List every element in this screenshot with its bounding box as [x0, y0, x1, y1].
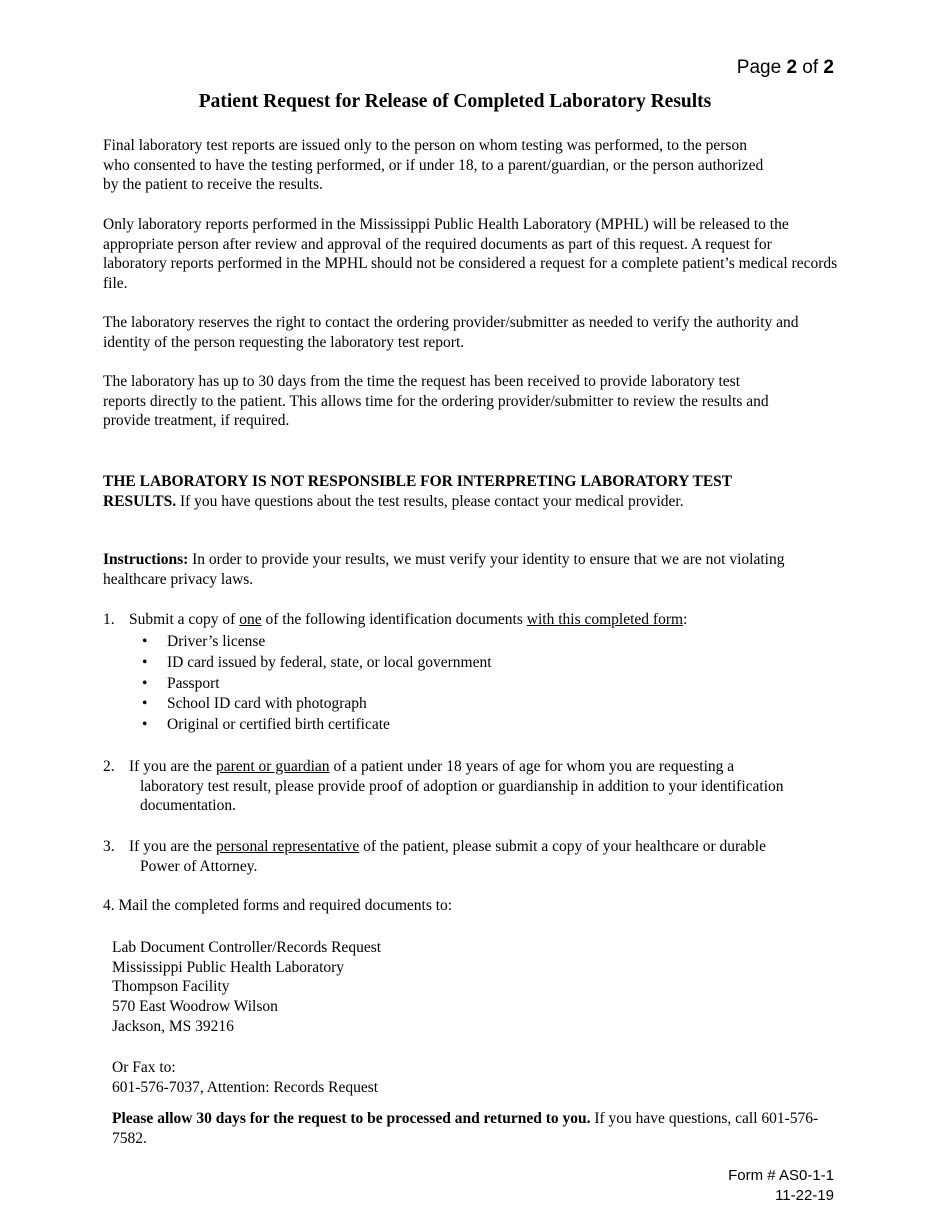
paragraph-verification: The laboratory reserves the right to contact the ordering provider/submitter as needed to verify the authority and identity of the person requesting the laboratory test report. [103, 314, 799, 351]
instructions [103, 550, 838, 589]
list-item [140, 674, 492, 695]
form-date: 11-22-19 [775, 1187, 834, 1204]
list-item-3 [103, 837, 838, 876]
item-1-text-a: Submit a copy of [129, 611, 240, 628]
item-3-number: 3. [103, 838, 115, 855]
instructions-label: Instructions: [103, 551, 189, 568]
paragraph-mphl-release: Only laboratory reports performed in the Mississippi Public Health Laboratory (MPHL) will be released to the appropriate person after review and approval of the required documents as part of this request. A request for laboratory reports performed in the MPHL should not be considered a request for a complete patient’s medical records file. [103, 216, 838, 292]
id-document-label: Passport [167, 674, 220, 692]
form-number [728, 1166, 834, 1206]
item-1-number: 1. [103, 611, 115, 628]
list-item-4: 4. Mail the completed forms and required documents to: [103, 897, 453, 914]
id-document-label: ID card issued by federal, state, or local government [167, 653, 492, 671]
item-2-continuation: laboratory test result, please provide proof of adoption or guardianship in addition to your identification documentation. [140, 777, 784, 815]
form-id: Form # AS0-1-1 [728, 1167, 834, 1184]
id-document-label: School ID card with photograph [167, 695, 367, 713]
list-item [140, 715, 492, 736]
bullet-icon: • [142, 716, 148, 734]
disclaimer-bold: THE LABORATORY IS NOT RESPONSIBLE FOR INTERPRETING LABORATORY TEST RESULTS. [103, 473, 732, 510]
item-1-underline-one: one [239, 611, 262, 628]
paragraph-recipients: Final laboratory test reports are issued only to the person on whom testing was performed, to the person who consented to have the testing performed, or if under 18, to a parent/guardian, or the person authorized by the patient to receive the results. [103, 137, 764, 194]
page-number [737, 57, 834, 79]
item-2-underline: parent or guardian [215, 758, 330, 775]
id-documents-list [140, 632, 492, 736]
bullet-icon: • [142, 633, 148, 650]
item-1-text-c: : [683, 611, 688, 628]
page-current: 2 [786, 57, 798, 78]
processing-notice-bold: Please allow 30 days for the request to be processed and returned to you. [112, 1110, 591, 1127]
fax-info [112, 1058, 378, 1097]
item-2-text-b: of a patient under 18 years of age for whom you are requesting a [329, 758, 735, 775]
processing-notice-rest: If you have questions, call 601-576-7582. [112, 1110, 819, 1147]
item-2-text-a: If you are the [129, 758, 216, 775]
list-item [140, 632, 492, 653]
address-line: Mississippi Public Health Laboratory [112, 958, 345, 976]
item-2-number: 2. [103, 758, 115, 775]
disclaimer [103, 472, 793, 511]
id-document-label: Original or certified birth certificate [167, 716, 390, 734]
list-item-2 [103, 757, 838, 816]
address-line: Thompson Facility [112, 978, 230, 996]
item-3-text-b: of the patient, please submit a copy of your healthcare or durable [359, 838, 766, 855]
list-item [140, 653, 492, 674]
item-3-underline: personal representative [215, 838, 360, 855]
disclaimer-rest: If you have questions about the test results, please contact your medical provider. [176, 492, 684, 510]
page-of: of [797, 57, 824, 78]
item-1-text-b: of the following identification documents [261, 611, 527, 628]
item-3-continuation: Power of Attorney. [140, 857, 258, 875]
item-1-underline-form: with this completed form [526, 611, 684, 628]
instructions-text: In order to provide your results, we must verify your identity to ensure that we are not violating healthcare privacy laws. [103, 551, 785, 588]
address-line: Lab Document Controller/Records Request [112, 939, 382, 956]
fax-number: 601-576-7037, Attention: Records Request [112, 1078, 379, 1096]
list-item [140, 694, 492, 715]
fax-label: Or Fax to: [112, 1059, 176, 1076]
bullet-icon: • [142, 674, 148, 692]
id-document-label: Driver’s license [167, 633, 266, 650]
mailing-address [112, 938, 381, 1037]
page-prefix: Page [736, 57, 787, 78]
document-title: Patient Request for Release of Completed Laboratory Results [198, 91, 712, 112]
bullet-icon: • [142, 695, 148, 713]
item-3-text-a: If you are the [129, 838, 216, 855]
address-line: 570 East Woodrow Wilson [112, 998, 278, 1016]
bullet-icon: • [142, 653, 148, 671]
list-item-1 [103, 610, 838, 630]
page-total: 2 [823, 57, 834, 78]
address-line: Jackson, MS 39216 [112, 1017, 234, 1035]
processing-notice [112, 1109, 837, 1148]
paragraph-timeframe: The laboratory has up to 30 days from the time the request has been received to provide laboratory test reports directly to the patient. This allows time for the ordering provider/submitter to review the results and provide treatment, if required. [103, 373, 769, 430]
